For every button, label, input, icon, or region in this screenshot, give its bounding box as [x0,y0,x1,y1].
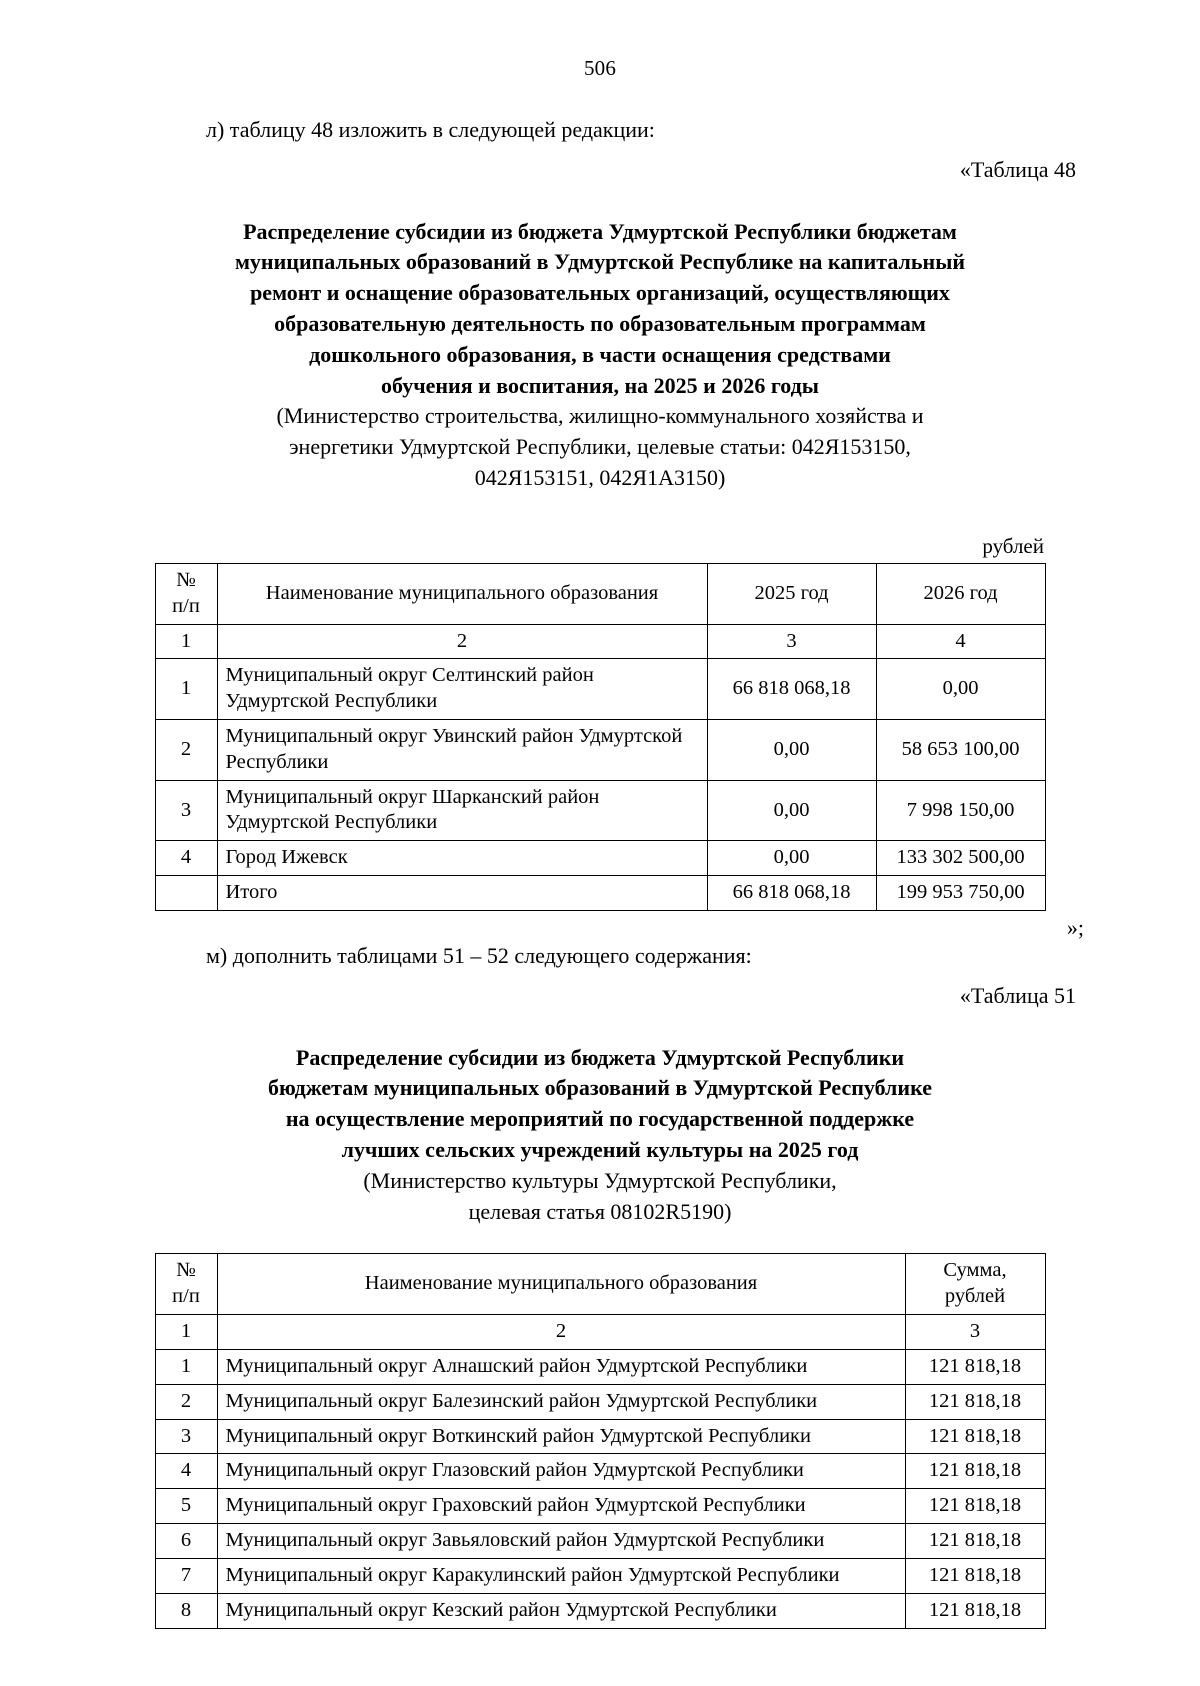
table-48-row-1-y2026: 0,00 [876,659,1045,720]
table-51-subtitle-line-1: (Министерство культуры Удмуртской Республики, [363,1167,837,1193]
table-51-row-2-sum: 121 818,18 [905,1384,1045,1419]
table-51-row-3-num: 3 [155,1419,217,1454]
table-51-row-6-sum: 121 818,18 [905,1524,1045,1559]
table-48-units: рублей [982,533,1044,558]
table-51-row-7-sum: 121 818,18 [905,1558,1045,1593]
table-51-numbering-2: 2 [217,1315,905,1350]
table-51-title-line-4: лучших сельских учреждений культуры на 2025 год [341,1137,859,1163]
table-51-row-4-sum: 121 818,18 [905,1454,1045,1489]
paragraph-item-m: м) дополнить таблицами 51 – 52 следующего содержания: [206,942,752,968]
table-48-total-empty [155,876,217,911]
table-row [155,720,1045,781]
table-row [155,1489,1045,1524]
table-48-title [110,217,1090,494]
table-row [155,1593,1045,1628]
table-row [155,841,1045,876]
table-48-title-line-1: Распределение субсидии из бюджета Удмуртской Республики бюджетам [243,218,957,244]
table-51-header-col-3-line-2: рублей [944,1285,1006,1308]
page-number: 506 [583,56,617,80]
closing-quote: »; [1066,914,1084,940]
table-51-title-line-2: бюджетам муниципальных образований в Удмуртской Республике [268,1075,932,1101]
paragraph-item-l: л) таблицу 48 изложить в следующей редакции: [206,117,655,142]
table-48-header-col-2: Наименование муниципального образования [217,563,707,624]
table-48-title-line-3: ремонт и оснащение образовательных организаций, осуществляющих [250,280,950,306]
table-51-row-5-name: Муниципальный округ Граховский район Удмуртской Республики [217,1489,905,1524]
table-51-title-line-1: Распределение субсидии из бюджета Удмуртской Республики [295,1044,905,1070]
table-51-header-col-1-line-1: № [176,1259,196,1282]
table-51-header-col-1 [155,1254,217,1315]
table-48-row-3-name: Муниципальный округ Шарканский район Удмуртской Республики [217,780,707,841]
table-48-title-line-6: обучения и воспитания, на 2025 и 2026 годы [381,372,819,398]
table-row [155,1419,1045,1454]
table-48-row-3-y2026: 7 998 150,00 [876,780,1045,841]
table-48-row-2-num: 2 [155,720,217,781]
table-51-row-6-name: Муниципальный округ Завьяловский район Удмуртской Республики [217,1524,905,1559]
table-48-subtitle-line-2: энергетики Удмуртской Республики, целевые статьи: 042Я153150, [289,434,911,460]
spacer [110,1227,1090,1253]
table-48-subtitle-line-1: (Министерство строительства, жилищно-коммунального хозяйства и [276,403,924,429]
table-row [155,1454,1045,1489]
table-48-total-label: Итого [217,876,707,911]
table-51-row-1-sum: 121 818,18 [905,1349,1045,1384]
table-51-header-col-1-line-2: п/п [172,1285,200,1308]
table-48-row-2-y2025: 0,00 [707,720,876,781]
table-51-row-3-sum: 121 818,18 [905,1419,1045,1454]
table-51-numbering-row [155,1315,1045,1350]
table-51-row-2-num: 2 [155,1384,217,1419]
table-48-header-col-1-line-1: № [176,568,196,591]
table-51-row-1-num: 1 [155,1349,217,1384]
table-48-header-col-4: 2026 год [876,563,1045,624]
table-48-row-4-num: 4 [155,841,217,876]
table-48-total-y2025: 66 818 068,18 [707,876,876,911]
table-row [155,1384,1045,1419]
table-51-row-4-name: Муниципальный округ Глазовский район Удмуртской Республики [217,1454,905,1489]
table-51-title-line-3: на осуществление мероприятий по государственной поддержке [285,1106,915,1132]
table-48-row-3-y2025: 0,00 [707,780,876,841]
table-51-row-8-sum: 121 818,18 [905,1593,1045,1628]
table-51-header-col-3 [905,1254,1045,1315]
table-48-row-2-y2026: 58 653 100,00 [876,720,1045,781]
table-51-row-8-num: 8 [155,1593,217,1628]
table-48-row-4-name: Город Ижевск [217,841,707,876]
table-48-numbering-1: 1 [155,624,217,659]
table-row [155,780,1045,841]
table-51-row-2-name: Муниципальный округ Балезинский район Удмуртской Республики [217,1384,905,1419]
table-48-row-1-y2025: 66 818 068,18 [707,659,876,720]
table-48-numbering-row [155,624,1045,659]
table-row [155,1349,1045,1384]
table-48-header-row [155,563,1045,624]
table-48-numbering-2: 2 [217,624,707,659]
table-48-title-line-5: дошкольного образования, в части оснащения средствами [309,341,891,367]
table-row [155,659,1045,720]
table-48-numbering-3: 3 [707,624,876,659]
table-51-row-6-num: 6 [155,1524,217,1559]
table-51-row-4-num: 4 [155,1454,217,1489]
table-51-header-col-3-line-1: Сумма, [943,1259,1007,1282]
table-51-header-row [155,1254,1045,1315]
table-48-header-col-1 [155,563,217,624]
table-51-row-8-name: Муниципальный округ Кезский район Удмуртской Республики [217,1593,905,1628]
table-48-row-1-name: Муниципальный округ Селтинский район Удмуртской Республики [217,659,707,720]
table-48-row-4-y2025: 0,00 [707,841,876,876]
table-51-row-7-num: 7 [155,1558,217,1593]
table-48-caption-label: «Таблица 48 [959,156,1076,182]
table-48-total-row [155,876,1045,911]
table-48-title-line-2: муниципальных образований в Удмуртской Республике на капитальный [234,249,966,275]
table-48-row-2-name: Муниципальный округ Увинский район Удмуртской Республики [217,720,707,781]
table-48-header-col-3: 2025 год [707,563,876,624]
table-48-total-y2026: 199 953 750,00 [876,876,1045,911]
table-48-row-4-y2026: 133 302 500,00 [876,841,1045,876]
table-51-numbering-3: 3 [905,1315,1045,1350]
table-48-numbering-4: 4 [876,624,1045,659]
table-48 [155,563,1046,911]
table-51-title [110,1043,1090,1228]
table-51-subtitle-line-2: целевая статья 08102R5190) [468,1198,732,1224]
table-51 [155,1253,1046,1628]
table-48-subtitle-line-3: 042Я153151, 042Я1А3150) [474,465,726,491]
table-51-row-5-num: 5 [155,1489,217,1524]
table-48-row-1-num: 1 [155,659,217,720]
table-51-caption-label: «Таблица 51 [959,982,1076,1008]
table-51-numbering-1: 1 [155,1315,217,1350]
table-48-row-3-num: 3 [155,780,217,841]
table-51-row-1-name: Муниципальный округ Алнашский район Удмуртской Республики [217,1349,905,1384]
table-row [155,1558,1045,1593]
table-51-row-5-sum: 121 818,18 [905,1489,1045,1524]
table-row [155,1524,1045,1559]
table-51-row-7-name: Муниципальный округ Каракулинский район Удмуртской Республики [217,1558,905,1593]
table-51-header-col-2: Наименование муниципального образования [217,1254,905,1315]
table-48-title-line-4: образовательную деятельность по образовательным программам [274,311,926,337]
table-48-header-col-1-line-2: п/п [172,594,200,617]
table-51-row-3-name: Муниципальный округ Воткинский район Удмуртской Республики [217,1419,905,1454]
